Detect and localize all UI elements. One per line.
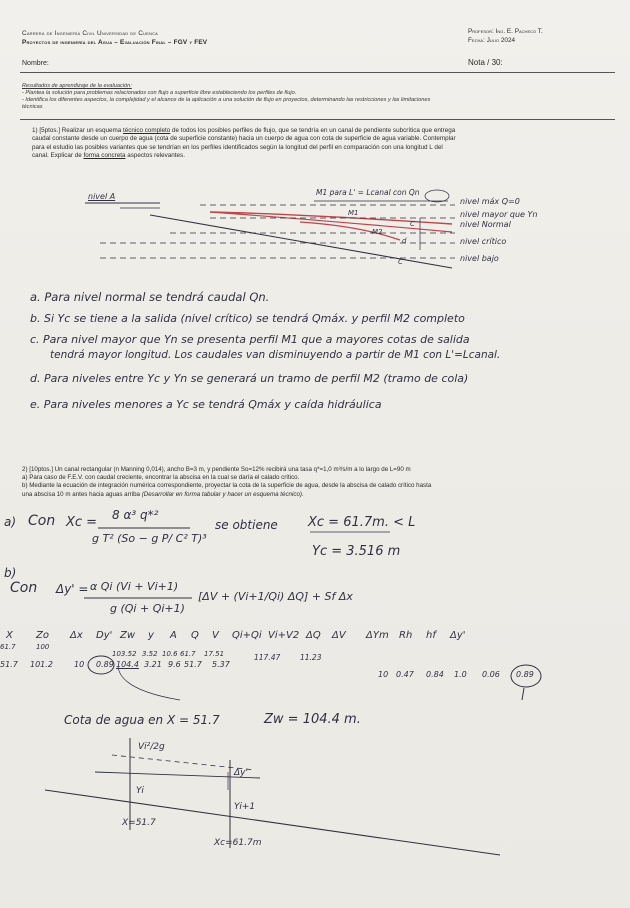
cell: 61.7 bbox=[180, 650, 196, 658]
dy-label-diagram: Δy' bbox=[234, 768, 248, 778]
cell: 103.52 bbox=[112, 650, 137, 658]
th-hf: hf bbox=[426, 630, 436, 641]
cell: 51.7 bbox=[0, 660, 18, 669]
professor: Profesor: Ing. E. Pacheco T. bbox=[468, 28, 543, 35]
part-a-tag: a) bbox=[4, 515, 17, 529]
exam-date: Fecha: Julio 2024 bbox=[468, 37, 516, 44]
results-line-2: - Identifica los diferentes aspectos, la complejidad y el alcance de la aplicación a una solución de flujo en proyectos, determinando las restricciones y las limitaciones bbox=[22, 97, 431, 103]
answer-a: a. Para nivel normal se tendrá caudal Qn. bbox=[30, 290, 270, 304]
yi-label: Yi bbox=[136, 786, 144, 796]
project-title: Proyectos de ingeniería del Agua – Evaluación Final – FGV y FEV bbox=[22, 38, 208, 46]
result-text: Cota de agua en X = 51.7 bbox=[64, 713, 220, 727]
cell: 10.6 bbox=[162, 650, 178, 658]
th-dy: Dy' bbox=[96, 630, 113, 641]
profile-m2: M2 bbox=[372, 228, 383, 236]
th-vsum: Vi+V2 bbox=[268, 630, 300, 641]
channel-bottom-line bbox=[45, 790, 500, 855]
q1-underline-2: forma concreta bbox=[83, 152, 126, 160]
q1-text: 1) [5ptos.] Realizar un esquema bbox=[32, 127, 124, 134]
xc-denominator: g T² (So − g P/ C² T)³ bbox=[92, 532, 207, 545]
q2-line-1: 2) [10ptos.] Un canal rectangular (n Manning 0,014), ancho B=3 m, y pendiente So=12% recibirá una tasa q*=1,0 m³/s/m a lo largo de L=90 m bbox=[22, 466, 411, 473]
xc-formula-label: Xc = bbox=[66, 515, 98, 530]
name-label: Nombre: bbox=[22, 60, 49, 67]
grade-label: Nota / 30: bbox=[468, 58, 503, 67]
answer-e: e. Para niveles menores a Yc se tendrá Qmáx y caída hidráulica bbox=[30, 398, 382, 411]
cell: 3.21 bbox=[144, 660, 162, 669]
cell: 1.0 bbox=[454, 670, 467, 679]
result-value: Zw = 104.4 m. bbox=[264, 712, 361, 727]
yc-value: Yc = 3.516 m bbox=[312, 544, 401, 559]
th-rh: Rh bbox=[399, 630, 413, 641]
xc-value: Xc = 61.7m. < L bbox=[308, 515, 416, 530]
label-critico: nivel crítico bbox=[460, 237, 507, 246]
th-dv: ΔV bbox=[332, 630, 346, 641]
dy-numerator: α Qi (Vi + Vi+1) bbox=[90, 580, 179, 593]
cell: 17.51 bbox=[204, 650, 225, 658]
th-zw: Zw bbox=[120, 630, 136, 641]
top-note: M1 para L' = Lcanal con Qn bbox=[316, 188, 420, 197]
yi1-label: Yi+1 bbox=[234, 802, 256, 812]
results-line-3: técnicas bbox=[22, 104, 43, 110]
profile-c: C bbox=[410, 220, 415, 228]
cell: 51.7 bbox=[184, 660, 202, 669]
part-b-tag: b) bbox=[4, 566, 17, 580]
dy-denominator: g (Qi + Qi+1) bbox=[110, 602, 185, 615]
results-title: Resultados de aprendizaje de la evaluación: bbox=[22, 83, 132, 89]
cell: 0.84 bbox=[426, 670, 444, 679]
cell: 11.23 bbox=[300, 653, 322, 662]
nivel-a-label: nivel A bbox=[88, 192, 116, 201]
cell: 0.06 bbox=[482, 670, 500, 679]
th-v: V bbox=[212, 630, 219, 641]
cell: 104.4 bbox=[116, 660, 139, 669]
th-dq: ΔQ bbox=[306, 630, 321, 641]
th-dx: Δx bbox=[70, 630, 83, 641]
th-y: y bbox=[148, 630, 154, 641]
th-q: Q bbox=[191, 630, 199, 641]
x2-label: Xc=61.7m bbox=[214, 838, 262, 848]
q2-line-3: b) Mediante la ecuación de integración numérica correspondiente, proyectar la cota de la superficie de agua, desde la abscisa de calado crítico hasta bbox=[22, 482, 432, 490]
vi2g-label: Vi²/2g bbox=[138, 742, 165, 752]
label-max: nivel máx Q=0 bbox=[460, 197, 520, 206]
q2-line-2: a) Para caso de F.E.V. con caudal creciente, encontrar la abscisa en la cual se daría el calado crítico. bbox=[22, 474, 300, 482]
q2-line-4-italic: (Desarrollar en forma tabular y hacer un esquema técnico). bbox=[141, 490, 304, 498]
cell: 101.2 bbox=[30, 660, 53, 669]
cell: 117.47 bbox=[254, 653, 281, 662]
q1-underline: técnico completo bbox=[123, 127, 171, 134]
label-normal: nivel Normal bbox=[460, 220, 511, 229]
th-a: A bbox=[170, 630, 177, 641]
cell: 100 bbox=[36, 643, 50, 651]
se-obtiene: se obtiene bbox=[215, 518, 278, 532]
x1-label: X=51.7 bbox=[122, 818, 156, 828]
q1-line-4: canal. Explicar de bbox=[32, 152, 84, 160]
part-a-con: Con bbox=[28, 513, 56, 529]
career-title: Carrera de Ingeniería Civil Universidad de Cuenca bbox=[22, 30, 159, 37]
cell: 61.7 bbox=[0, 643, 16, 651]
th-zo: Zo bbox=[36, 630, 49, 641]
th-dy2: Δy' bbox=[450, 630, 466, 641]
cell: 0.47 bbox=[396, 670, 414, 679]
th-x: X bbox=[6, 630, 13, 641]
cell: 10 bbox=[74, 660, 85, 669]
answer-c-cont: tendrá mayor longitud. Los caudales van disminuyendo a partir de M1 con L'=Lcanal. bbox=[50, 349, 501, 361]
q1-line-2: caudal constante desde un cuerpo de agua (cota de superficie constante) hacia un cuerpo de agua con cota de superficie de agua variable. Contemplar bbox=[32, 135, 456, 143]
cell: 0.89 bbox=[96, 660, 114, 669]
answer-b: b. Si Yc se tiene a la salida (nivel crítico) se tendrá Qmáx. y perfil M2 completo bbox=[30, 312, 465, 325]
cell: 5.37 bbox=[212, 660, 230, 669]
q1-text-b: de todos los posibles perfiles de flujo, que se tendría en un canal de pendiente subcrítica que entrega bbox=[170, 127, 456, 134]
cell: 9.6 bbox=[168, 660, 181, 669]
q1-line-4-b: aspectos relevantes. bbox=[125, 152, 185, 160]
part-b-con: Con bbox=[10, 580, 38, 596]
results-line-1: - Plantea la solución para problemas relacionados con flujo a superficie libre estableciendo los perfiles de flujo. bbox=[22, 90, 297, 96]
answer-d: d. Para niveles entre Yc y Yn se generará un tramo de perfil M2 (tramo de cola) bbox=[30, 372, 469, 385]
label-bajo: nivel bajo bbox=[460, 254, 499, 263]
xc-numerator: 8 α³ q*² bbox=[112, 508, 159, 522]
dy-label: Δy' = bbox=[56, 582, 89, 596]
q1-line-3: para el estudio las posibles variantes que se tendrían en los perfiles identificados según la longitud del perfil en comparación con una longitud L del bbox=[32, 143, 443, 151]
profile-d: d bbox=[402, 237, 407, 245]
label-mayor: nivel mayor que Yn bbox=[460, 210, 538, 219]
dy-bracket: [ΔV + (Vi+1/Qi) ΔQ] + Sf Δx bbox=[198, 590, 353, 603]
cell: 10 bbox=[378, 670, 389, 679]
cell: 0.89 bbox=[516, 670, 534, 679]
answer-c: c. Para nivel mayor que Yn se presenta perfil M1 que a mayores cotas de salida bbox=[30, 333, 470, 346]
profile-c2: C bbox=[398, 258, 403, 266]
profile-m1: M1 bbox=[348, 209, 359, 217]
th-dym: ΔYm bbox=[366, 630, 389, 641]
cell: 3.52 bbox=[142, 650, 158, 658]
th-qsum: Qi+Qi bbox=[232, 630, 262, 641]
q2-line-4: una abscisa 10 m antes hacia aguas arriba bbox=[22, 490, 142, 498]
